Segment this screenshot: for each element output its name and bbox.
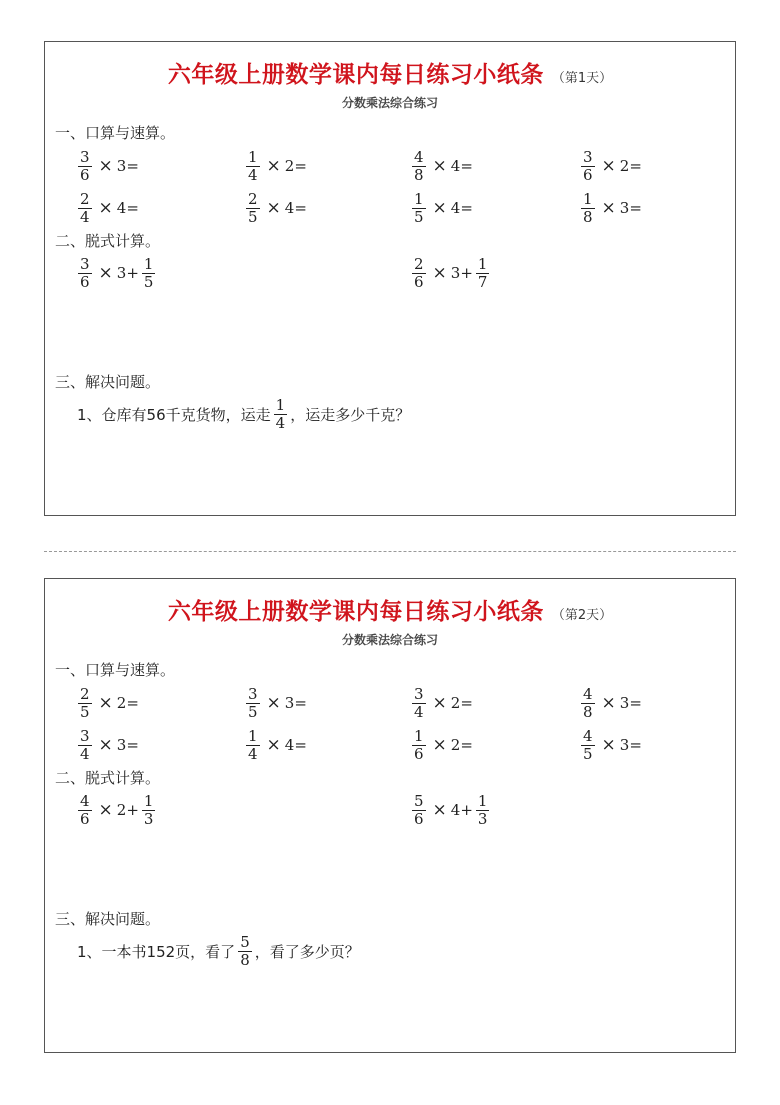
oral-exercise — [578, 144, 642, 188]
problem-text-before: 1、仓库有56千克货物，运走 — [77, 405, 271, 424]
fraction: $\frac{3}{6}$ — [80, 147, 90, 184]
fraction: $\frac{4}{6}$ — [80, 791, 90, 828]
word-problem — [77, 392, 410, 436]
section-stepwise-heading: 二、脱式计算。 — [55, 769, 161, 787]
rhs: 3= — [284, 694, 307, 712]
oral-exercise — [243, 144, 307, 188]
oral-exercise — [243, 681, 307, 725]
cut-line-divider — [44, 551, 736, 552]
rhs: 2= — [450, 736, 473, 754]
card-subtitle: 分数乘法综合练习 — [341, 96, 438, 110]
exercise-card-day2 — [44, 578, 736, 1053]
day-label: （第2天） — [551, 608, 613, 623]
oral-row — [45, 723, 735, 767]
oral-exercise — [75, 186, 139, 230]
oral-row — [45, 186, 735, 230]
stepwise-row — [45, 788, 735, 832]
fraction: $\frac{1}{6}$ — [414, 726, 424, 763]
oral-exercise — [578, 186, 642, 230]
times-sign: × — [432, 198, 447, 218]
oral-exercise — [578, 681, 642, 725]
rhs: 3= — [116, 736, 139, 754]
fraction: $\frac{3}{4}$ — [80, 726, 90, 763]
fraction: $\frac{4}{8}$ — [414, 147, 424, 184]
times-sign: × — [601, 735, 616, 755]
times-sign: × — [432, 735, 447, 755]
fraction: $\frac{2}{4}$ — [80, 189, 90, 226]
rhs: 4= — [116, 199, 139, 217]
day-label: （第1天） — [551, 71, 613, 86]
stepwise-exercise — [75, 251, 158, 295]
rhs: 2= — [116, 694, 139, 712]
middle-term: 4+ — [450, 801, 473, 819]
times-sign: × — [601, 693, 616, 713]
title-row — [45, 56, 735, 89]
times-sign: × — [266, 198, 281, 218]
section-problem-heading: 三、解决问题。 — [55, 910, 161, 928]
rhs: 4= — [284, 736, 307, 754]
times-sign: × — [601, 198, 616, 218]
section-problem-heading: 三、解决问题。 — [55, 373, 161, 391]
fraction: $\frac{4}{8}$ — [583, 684, 593, 721]
times-sign: × — [432, 693, 447, 713]
oral-exercise — [409, 723, 473, 767]
section-oral-heading: 一、口算与速算。 — [55, 124, 176, 142]
rhs: 2= — [619, 157, 642, 175]
times-sign: × — [432, 263, 447, 283]
fraction: $\frac{4}{5}$ — [583, 726, 593, 763]
rhs: 4= — [284, 199, 307, 217]
fraction: $\frac{5}{8}$ — [240, 932, 250, 969]
stepwise-exercise — [409, 251, 492, 295]
times-sign: × — [601, 156, 616, 176]
times-sign: × — [432, 800, 447, 820]
exercise-card-day1 — [44, 41, 736, 516]
times-sign: × — [98, 800, 113, 820]
times-sign: × — [266, 693, 281, 713]
oral-exercise — [409, 186, 473, 230]
rhs: 3= — [619, 694, 642, 712]
middle-term: 3+ — [116, 264, 139, 282]
section-stepwise-heading: 二、脱式计算。 — [55, 232, 161, 250]
middle-term: 2+ — [116, 801, 139, 819]
times-sign: × — [98, 693, 113, 713]
rhs: 4= — [450, 199, 473, 217]
title-row — [45, 593, 735, 626]
times-sign: × — [98, 735, 113, 755]
rhs: 3= — [116, 157, 139, 175]
oral-exercise — [409, 144, 473, 188]
times-sign: × — [98, 263, 113, 283]
rhs: 2= — [450, 694, 473, 712]
problem-text-after: ，看了多少页？ — [254, 942, 360, 961]
oral-exercise — [75, 144, 139, 188]
oral-exercise — [75, 723, 139, 767]
rhs: 4= — [450, 157, 473, 175]
fraction: $\frac{5}{6}$ — [414, 791, 424, 828]
times-sign: × — [98, 198, 113, 218]
card-title: 六年级上册数学课内每日练习小纸条 — [167, 599, 544, 625]
section-oral-heading: 一、口算与速算。 — [55, 661, 176, 679]
fraction: $\frac{1}{3}$ — [477, 791, 488, 828]
fraction: $\frac{1}{7}$ — [477, 254, 488, 291]
card-subtitle: 分数乘法综合练习 — [341, 633, 438, 647]
fraction: $\frac{2}{5}$ — [248, 189, 258, 226]
fraction: $\frac{1}{8}$ — [583, 189, 593, 226]
fraction: $\frac{1}{4}$ — [275, 395, 286, 432]
rhs: 3= — [619, 199, 642, 217]
card-title: 六年级上册数学课内每日练习小纸条 — [167, 62, 544, 88]
fraction: $\frac{3}{4}$ — [414, 684, 424, 721]
stepwise-row — [45, 251, 735, 295]
oral-row — [45, 681, 735, 725]
oral-row — [45, 144, 735, 188]
fraction: $\frac{3}{5}$ — [248, 684, 258, 721]
middle-term: 3+ — [450, 264, 473, 282]
oral-exercise — [409, 681, 473, 725]
fraction: $\frac{1}{3}$ — [143, 791, 154, 828]
fraction: $\frac{1}{5}$ — [414, 189, 424, 226]
rhs: 2= — [284, 157, 307, 175]
fraction: $\frac{1}{4}$ — [248, 726, 258, 763]
stepwise-exercise — [75, 788, 158, 832]
oral-exercise — [243, 723, 307, 767]
problem-text-before: 1、一本书152页，看了 — [77, 942, 236, 961]
times-sign: × — [266, 156, 281, 176]
stepwise-exercise — [409, 788, 492, 832]
fraction: $\frac{1}{5}$ — [143, 254, 154, 291]
times-sign: × — [266, 735, 281, 755]
problem-text-after: ，运走多少千克？ — [290, 405, 411, 424]
fraction: $\frac{3}{6}$ — [583, 147, 593, 184]
fraction: $\frac{2}{6}$ — [414, 254, 424, 291]
oral-exercise — [243, 186, 307, 230]
times-sign: × — [98, 156, 113, 176]
oral-exercise — [578, 723, 642, 767]
word-problem — [77, 929, 360, 973]
fraction: $\frac{1}{4}$ — [248, 147, 258, 184]
fraction: $\frac{3}{6}$ — [80, 254, 90, 291]
fraction: $\frac{2}{5}$ — [80, 684, 90, 721]
times-sign: × — [432, 156, 447, 176]
rhs: 3= — [619, 736, 642, 754]
oral-exercise — [75, 681, 139, 725]
